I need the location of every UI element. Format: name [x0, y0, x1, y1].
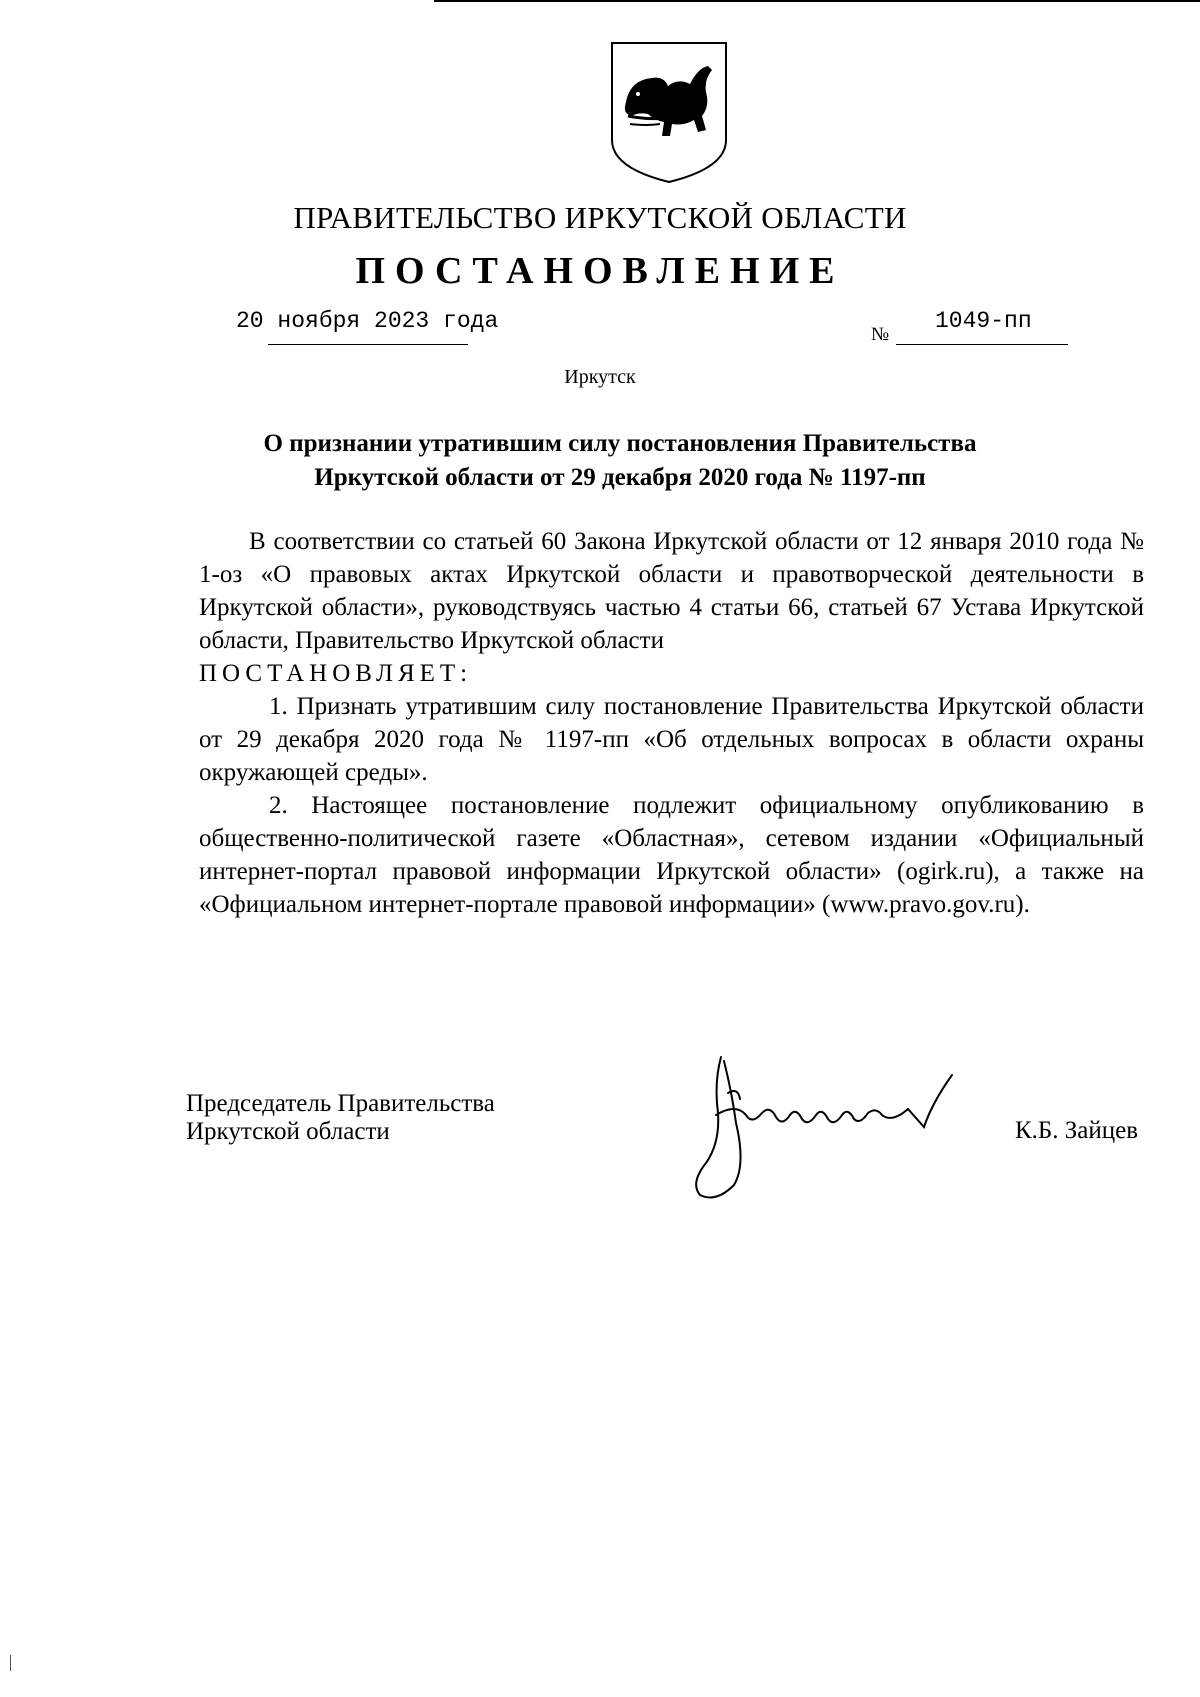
signatory-position-line-1: Председатель Правительства — [186, 1090, 495, 1117]
top-edge-line — [434, 0, 1200, 2]
date-underline — [268, 344, 468, 345]
item-1-paragraph: 1. Признать утратившим силу постановление Правительства Иркутской области от 29 декабря 2020 года № 1197-пп «Об отдельных вопросах в области охраны окружающей среды». — [199, 693, 1144, 786]
document-date: 20 ноября 2023 года — [236, 308, 499, 334]
signatory-position — [186, 1090, 495, 1146]
decree-word: ПОСТАНОВЛЯЕТ: — [199, 660, 473, 687]
government-title: ПРАВИТЕЛЬСТВО ИРКУТСКОЙ ОБЛАСТИ — [293, 200, 907, 235]
signatory-name: К.Б. Зайцев — [1015, 1117, 1139, 1144]
document-type-title: ПОСТАНОВЛЕНИЕ — [355, 250, 845, 292]
handwritten-signature — [676, 1053, 956, 1203]
document-body — [199, 525, 1144, 921]
subject-line-2: Иркутской области от 29 декабря 2020 года № 1197-пп — [314, 464, 926, 491]
subject-line-1: О признании утратившим силу постановления Правительства — [263, 430, 977, 457]
item-2-paragraph: 2. Настоящее постановление подлежит официальному опубликованию в общественно-политической газете «Областная», сетевом издании «Официальный интернет-портал правовой информации Иркутской области» (ogirk.ru), а также на «Официальном интернет-портале правовой информации» (www.pravo.gov.ru). — [199, 792, 1144, 918]
document-number: 1049-пп — [935, 308, 1032, 334]
scan-artifact — [10, 1655, 11, 1671]
signatory-position-line-2: Иркутской области — [186, 1118, 390, 1145]
document-subject — [230, 427, 1010, 495]
document-city: Иркутск — [564, 366, 636, 388]
number-sign: № — [871, 324, 890, 345]
preamble-paragraph: В соответствии со статьей 60 Закона Иркутской области от 12 января 2010 года № 1-оз «О правовых актах Иркутской области и правотворческой деятельности в Иркутской области», руководствуясь частью 4 статьи 66, статьей 67 Устава Иркутской области, Правительство Иркутской области — [199, 528, 1144, 654]
number-underline — [896, 344, 1068, 345]
coat-of-arms-emblem — [608, 40, 730, 185]
